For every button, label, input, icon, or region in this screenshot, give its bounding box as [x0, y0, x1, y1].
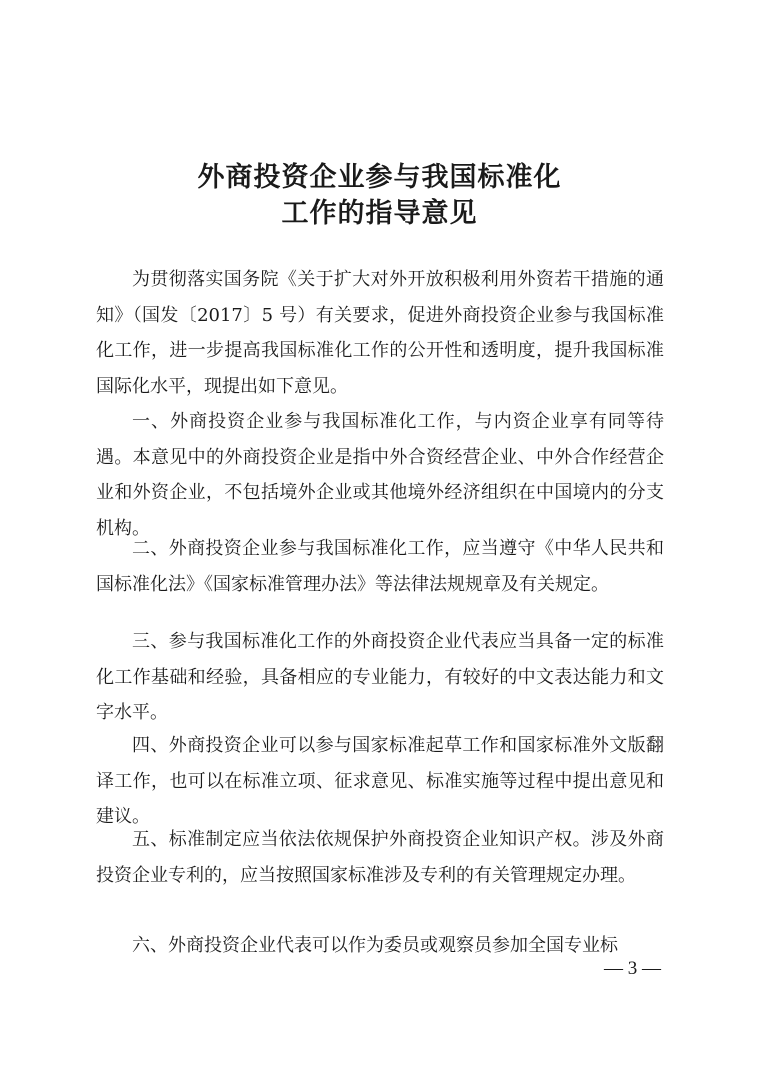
document-title-line-1: 外商投资企业参与我国标准化 — [197, 162, 562, 193]
paragraph-article-5: 五、标准制定应当依法依规保护外商投资企业知识产权。涉及外商投资企业专利的，应当按照国家标准涉及专利的有关管理规定办理。 — [96, 829, 664, 886]
paragraph-intro: 为贯彻落实国务院《关于扩大对外开放积极利用外资若干措施的通知》（国发〔2017〕5 号）有关要求，促进外商投资企业参与我国标准化工作，进一步提高我国标准化工作的公开性和透明度，提升我国标准国际化水平，现提出如下意见。 — [96, 269, 664, 397]
page-number: — 3 — — [604, 958, 661, 979]
paragraph-article-2: 二、外商投资企业参与我国标准化工作，应当遵守《中华人民共和国标准化法》《国家标准管理办法》等法律法规规章及有关规定。 — [96, 538, 664, 595]
paragraph-article-6: 六、外商投资企业代表可以作为委员或观察员参加全国专业标 — [132, 935, 618, 956]
document-title-line-2: 工作的指导意见 — [281, 198, 478, 229]
paragraph-article-4: 四、外商投资企业可以参与国家标准起草工作和国家标准外文版翻译工作，也可以在标准立项、征求意见、标准实施等过程中提出意见和建议。 — [96, 735, 664, 827]
paragraph-article-3: 三、参与我国标准化工作的外商投资企业代表应当具备一定的标准化工作基础和经验，具备相应的专业能力，有较好的中文表达能力和文字水平。 — [96, 631, 664, 723]
paragraph-article-1: 一、外商投资企业参与我国标准化工作，与内资企业享有同等待遇。本意见中的外商投资企业是指中外合资经营企业、中外合作经营企业和外资企业，不包括境外企业或其他境外经济组织在中国境内的分支机构。 — [96, 411, 664, 539]
